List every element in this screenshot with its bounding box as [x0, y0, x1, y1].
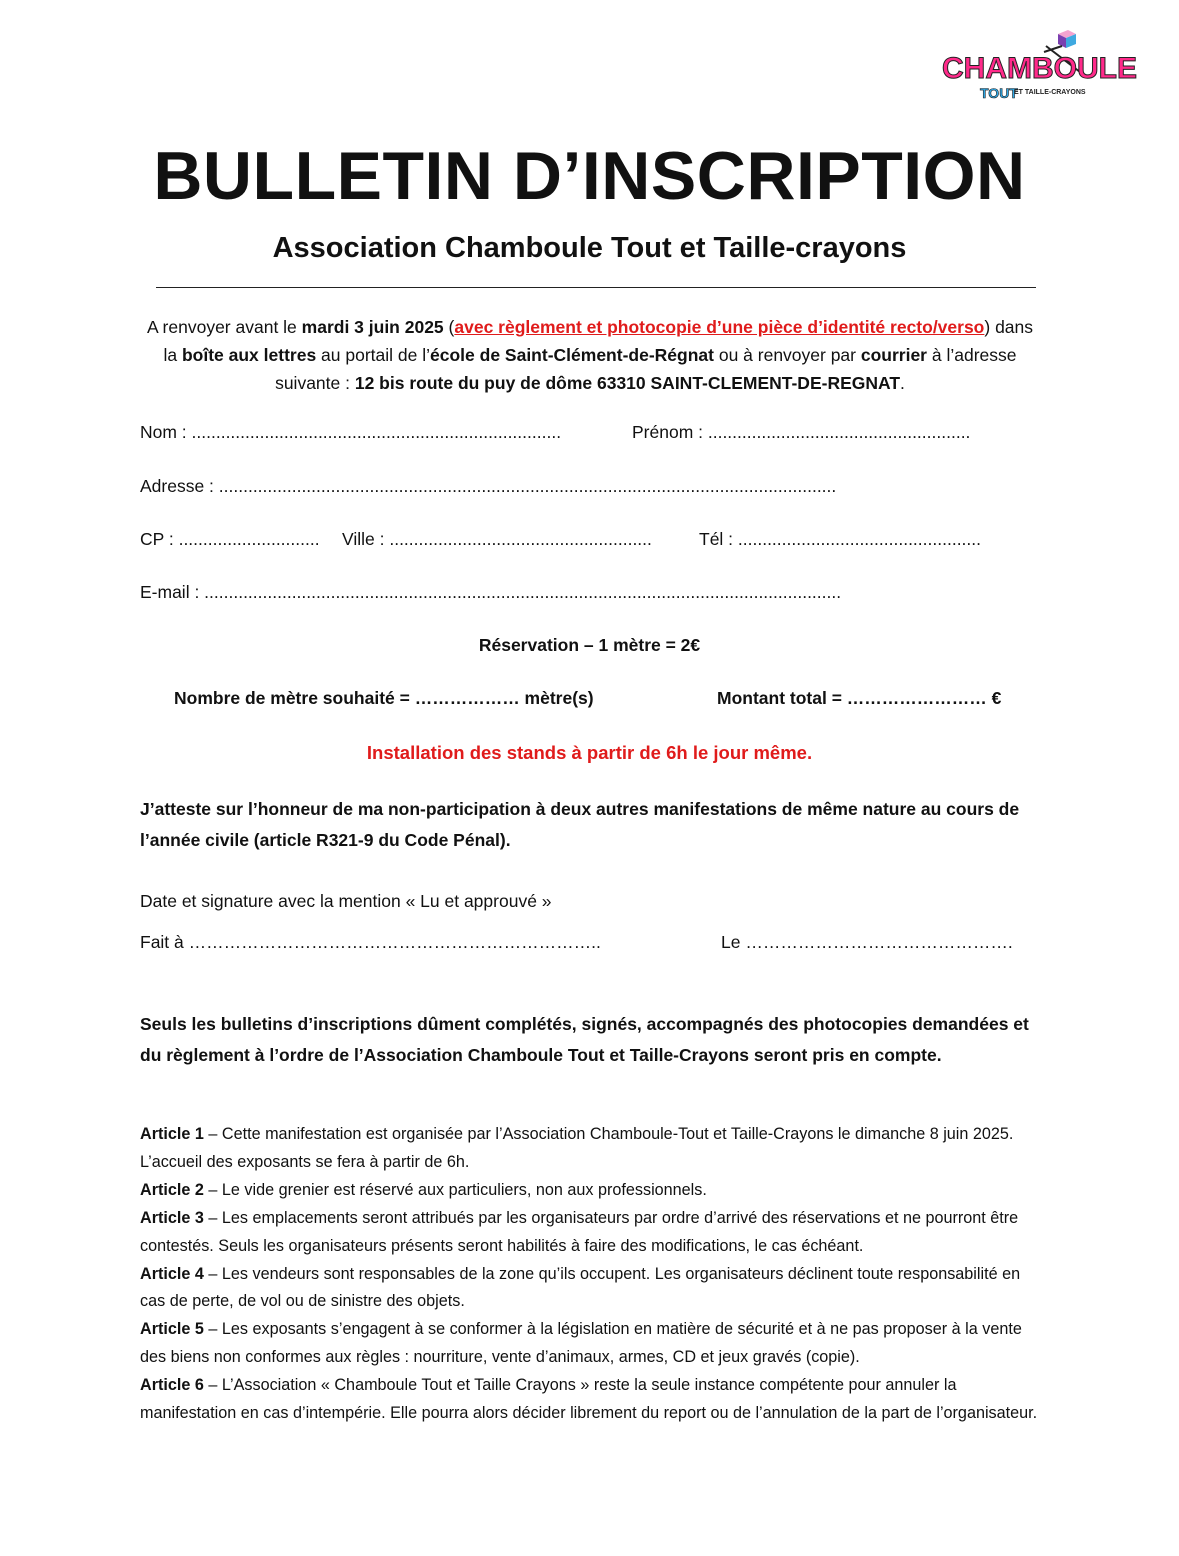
- articles-list: [140, 1121, 1040, 1428]
- email-field[interactable]: E-mail : ...................................................................................................................................: [140, 582, 842, 602]
- nom-field[interactable]: Nom : ............................................................................: [140, 422, 562, 442]
- article-6: Article 6 – L’Association « Chamboule Tout et Taille Crayons » reste la seule instance compétente pour annuler la manifestation en cas d’intempérie. Elle pourra alors décider librement du report ou de l’annulation de la part de l’organisateur.: [140, 1376, 1038, 1423]
- article-1: Article 1 – Cette manifestation est organisée par l’Association Chamboule-Tout et Taille-Crayons le dimanche 8 juin 2025. L’accueil des exposants se fera à partir de 6h.: [140, 1125, 1014, 1171]
- tel-field[interactable]: Tél : ..................................................: [699, 529, 981, 549]
- chamboule-tout-logo-icon: [940, 28, 1137, 106]
- completion-notice: Seuls les bulletins d’inscriptions dûment complétés, signés, accompagnés des photocopies demandées et du règlement à l’ordre de l’Association Chamboule Tout et Taille-Crayons seront pris en compte.: [140, 1014, 1029, 1065]
- stands-notice: Installation des stands à partir de 6h le jour même.: [366, 742, 813, 763]
- logo-text-main: CHAMBOULE: [942, 52, 1137, 85]
- page-title: BULLETIN D’INSCRIPTION: [153, 138, 1026, 214]
- adresse-field[interactable]: Adresse : ...............................................................................................................................: [140, 476, 837, 496]
- logo-text-tout: TOUT: [980, 85, 1018, 101]
- prenom-field[interactable]: Prénom : ......................................................: [632, 422, 971, 442]
- ville-field[interactable]: Ville : ......................................................: [342, 529, 652, 549]
- meters-field[interactable]: Nombre de mètre souhaité = ……………… mètre(s): [174, 688, 594, 708]
- article-5: Article 5 – Les exposants s’engagent à se conformer à la législation en matière de sécurité et à ne pas proposer à la vente des biens non conformes aux règles : nourriture, vente d’animaux, armes, CD et jeux gravés (copie).: [140, 1320, 1022, 1367]
- article-2: Article 2 – Le vide grenier est réservé aux particuliers, non aux professionnels.: [140, 1180, 707, 1199]
- intro-paragraph: A renvoyer avant le mardi 3 juin 2025 (avec règlement et photocopie d’une pièce d’identité recto/verso) dans la boîte aux lettres au portail de l’école de Saint-Clément-de-Régnat ou à renvoyer par courrier à l’adresse suivante : 12 bis route du puy de dôme 63310 SAINT-CLEMENT-DE-REGNAT.: [146, 317, 1034, 393]
- logo-cube-icon: [1058, 30, 1076, 48]
- page-subtitle: Association Chamboule Tout et Taille-crayons: [272, 232, 907, 264]
- cp-field[interactable]: CP : .............................: [140, 529, 320, 549]
- signature-mention: Date et signature avec la mention « Lu et approuvé »: [140, 891, 552, 911]
- article-4: Article 4 – Les vendeurs sont responsables de la zone qu’ils occupent. Les organisateurs déclinent toute responsabilité en cas de perte, de vol ou de sinistre des objets.: [140, 1264, 1021, 1311]
- reservation-price: Réservation – 1 mètre = 2€: [478, 635, 701, 655]
- required-documents-note: avec règlement et photocopie d’une pièce d’identité recto/verso: [454, 317, 985, 337]
- fait-a-field[interactable]: Fait à ……………………………………………………………..: [140, 932, 601, 952]
- logo-text-small: ET TAILLE-CRAYONS: [1014, 89, 1086, 96]
- article-3: Article 3 – Les emplacements seront attribués par les organisateurs par ordre d’arrivé des réservations et ne pourront être contestés. Seuls les organisateurs présents seront habilités à faire des modifications, le cas échéant.: [140, 1208, 1019, 1255]
- header-divider: [156, 287, 1036, 288]
- date-le-field[interactable]: Le ……………………………………….: [721, 932, 1013, 952]
- total-amount-field[interactable]: Montant total = …………………… €: [717, 688, 1002, 708]
- attestation-statement: J’atteste sur l’honneur de ma non-participation à deux autres manifestations de même nature au cours de l’année civile (article R321-9 du Code Pénal).: [140, 799, 1020, 850]
